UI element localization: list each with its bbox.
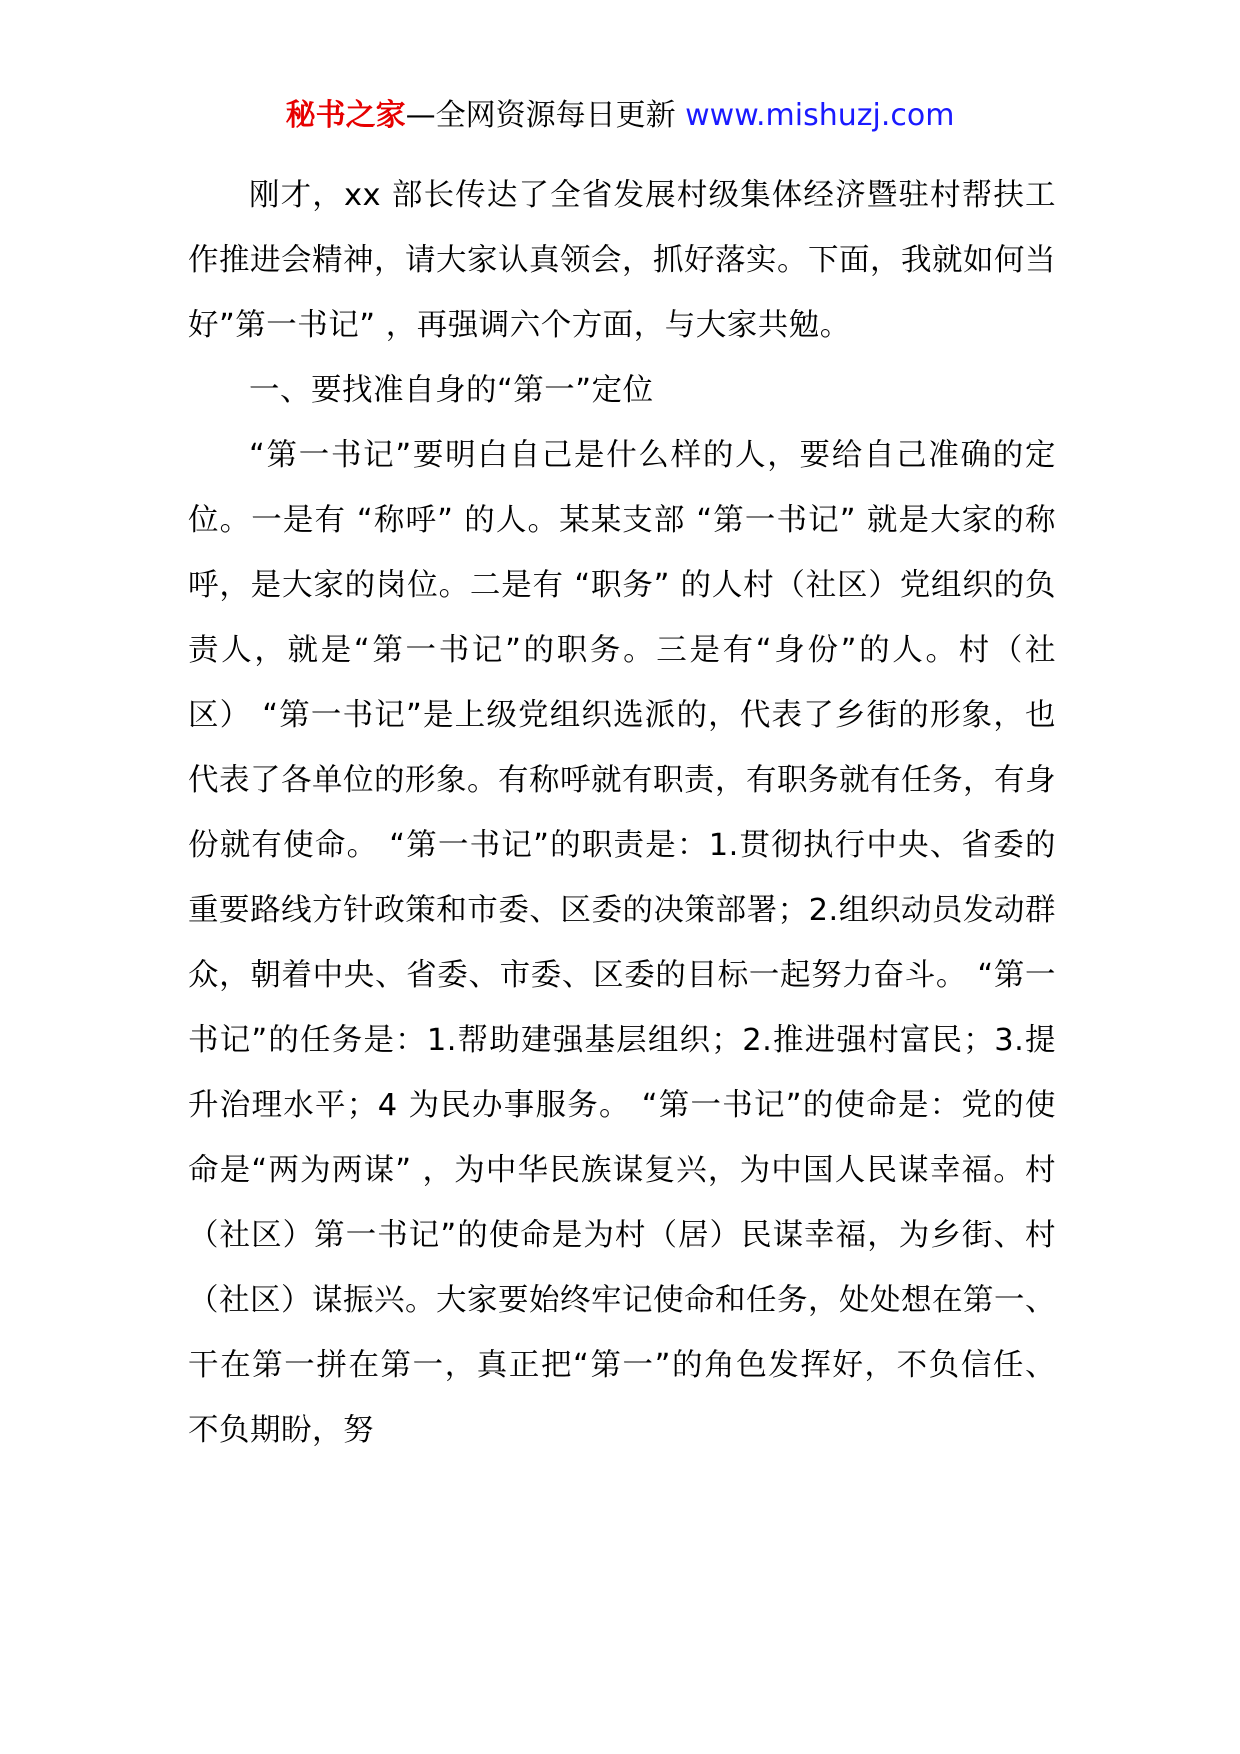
website-url[interactable]: www.mishuzj.com: [685, 98, 955, 133]
section-1-paragraph: “第一书记”要明白自己是什么样的人，要给自己准确的定位。一是有 “称呼” 的人。某某支部 “第一书记” 就是大家的称呼，是大家的岗位。二是有 “职务” 的人村（社区）党组织的负责人，就是“第一书记”的职务。三是有“身份”的人。村（社区） “第一书记”是上级党组织选派的，代表了乡街的形象，也代表了各单位的形象。有称呼就有职责，有职务就有任务，有身份就有使命。 “第一书记”的职责是：1.贯彻执行中央、省委的重要路线方针政策和市委、区委的决策部署；2.组织动员发动群众，朝着中央、省委、市委、区委的目标一起努力奋斗。 “第一书记”的任务是：1.帮助建强基层组织；2.推进强村富民；3.提升治理水平；4 为民办事服务。 “第一书记”的使命是：党的使命是“两为两谋” ，为中华民族谋复兴，为中国人民谋幸福。村（社区）第一书记”的使命是为村（居）民谋幸福，为乡街、村（社区）谋振兴。大家要始终牢记使命和任务，处处想在第一、干在第一拼在第一，真正把“第一”的角色发挥好，不负信任、不负期盼，努: [188, 438, 1056, 1448]
document-body: [188, 163, 1056, 1463]
brand-name: 秘书之家: [285, 98, 406, 133]
section-heading-1: 一、要找准自身的“第一”定位: [249, 373, 654, 408]
header-tagline: —全网资源每日更新: [405, 98, 686, 133]
intro-paragraph: 刚才，xx 部长传达了全省发展村级集体经济暨驻村帮扶工作推进会精神，请大家认真领会，抓好落实。下面，我就如何当好”第一书记” ，再强调六个方面，与大家共勉。: [188, 178, 1056, 343]
page-header: [0, 96, 1240, 136]
